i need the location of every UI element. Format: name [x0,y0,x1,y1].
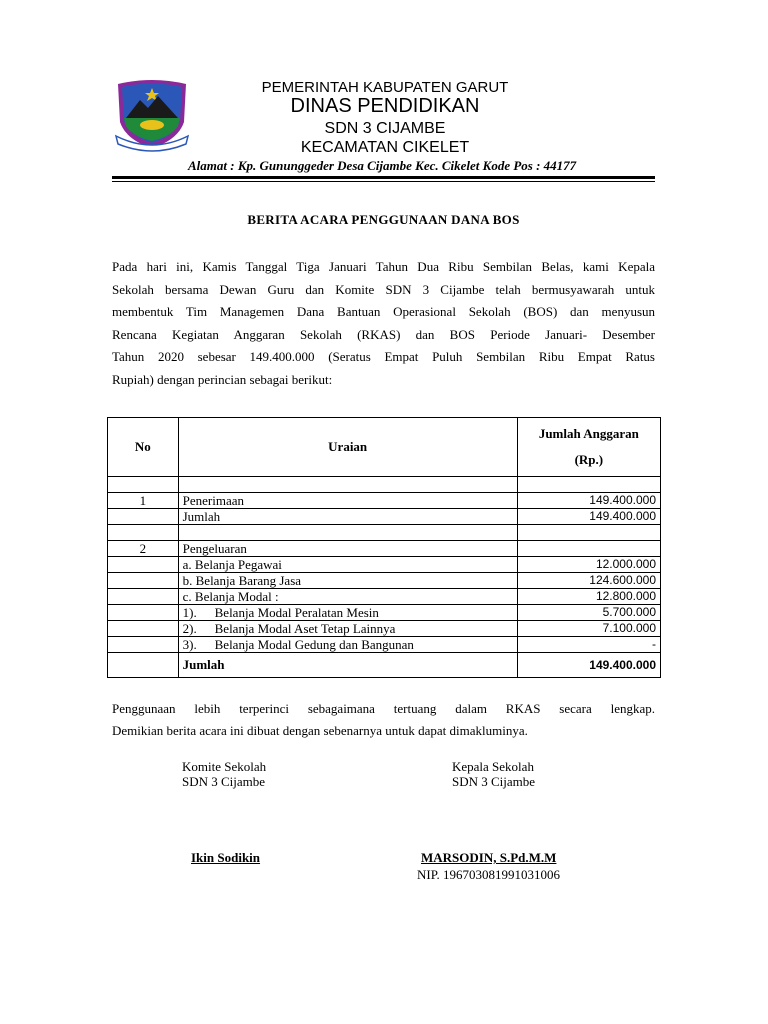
row-amount: 7.100.000 [517,621,660,637]
table-row [108,621,661,637]
header-uraian: Uraian [178,418,517,477]
budget-table [107,417,661,678]
header-amount [517,418,660,477]
intro-line: Rencana Kegiatan Anggaran Sekolah (RKAS) dan BOS Periode Januari- Desember [112,326,655,342]
header-no: No [108,418,179,477]
intro-line: membentuk Tim Managemen Dana Bantuan Operasional Sekolah (BOS) dan menyusun [112,304,655,319]
header-amount-label: Jumlah Anggaran [538,426,639,441]
row-amount: 149.400.000 [517,509,660,525]
row-index: 3). [182,637,197,652]
garut-regency-emblem-icon [112,74,192,154]
signer-right-role: Kepala Sekolah [452,759,534,774]
total-row [108,653,661,678]
closing-line: Demikian berita acara ini dibuat dengan sebenarnya untuk dapat dimakluminya. [112,723,528,738]
letterhead-department: DINAS PENDIDIKAN [290,95,480,117]
signer-left-name: Ikin Sodikin [191,850,261,865]
table-row [108,541,661,557]
spacer-row [108,477,661,493]
row-no [108,621,179,637]
letterhead-district: KECAMATAN CIKELET [300,139,470,156]
row-label [178,621,517,637]
total-amount: 149.400.000 [517,653,660,678]
total-label: Jumlah [178,653,517,678]
header-amount-unit: (Rp.) [574,452,604,467]
spacer-row [108,525,661,541]
row-amount: 5.700.000 [517,605,660,621]
row-label: Jumlah [178,509,517,525]
row-no [108,605,179,621]
table-row [108,589,661,605]
row-no [108,573,179,589]
letterhead-government: PEMERINTAH KABUPATEN GARUT [261,79,509,96]
signer-left-role: Komite Sekolah [182,759,267,774]
row-label: Pengeluaran [178,541,517,557]
row-amount [517,541,660,557]
table-row [108,509,661,525]
table-row [108,637,661,653]
table-row [108,573,661,589]
row-label: b. Belanja Barang Jasa [178,573,517,589]
table-header-row [108,418,661,477]
row-index: 2). [182,621,197,636]
row-label [178,637,517,653]
row-amount: 149.400.000 [517,493,660,509]
row-no [108,589,179,605]
row-label: a. Belanja Pegawai [178,557,517,573]
row-label: c. Belanja Modal : [178,589,517,605]
row-label: Penerimaan [178,493,517,509]
intro-line: Pada hari ini, Kamis Tanggal Tiga Januari Tahun Dua Ribu Sembilan Belas, kami Kepala [112,259,655,274]
intro-line: Rupiah) dengan perincian sebagai berikut: [112,371,333,387]
row-amount: 124.600.000 [517,573,660,589]
intro-line: Tahun 2020 sebesar 149.400.000 (Seratus Empat Puluh Sembilan Ribu Empat Ratus [112,349,655,364]
intro-paragraph [112,256,655,391]
row-amount: - [517,637,660,653]
closing-line: Penggunaan lebih terperinci sebagaimana tertuang dalam RKAS secara lengkap. [112,701,655,716]
table-row [108,605,661,621]
row-index: 1). [182,605,197,620]
row-label-text: Belanja Modal Peralatan Mesin [214,605,379,620]
row-no [108,637,179,653]
row-no [108,557,179,573]
row-no: 2 [108,541,179,557]
signer-right-name: MARSODIN, S.Pd.M.M [421,850,557,865]
letterhead-address: Alamat : Kp. Gunungged​er Desa Cijambe Kec. Cikelet Kode Pos : 44177 [188,158,577,173]
table-row [108,557,661,573]
row-no: 1 [108,493,179,509]
signer-right-school: SDN 3 Cijambe [452,774,536,789]
signer-right-nip: NIP. 196703081991031006 [417,867,561,882]
letterhead-thin-rule [112,181,655,182]
row-label-text: Belanja Modal Gedung dan Bangunan [214,637,414,652]
letterhead-thick-rule [112,176,655,179]
total-no [108,653,179,678]
row-label [178,605,517,621]
table-row [108,493,661,509]
row-no [108,509,179,525]
letterhead-school: SDN 3 CIJAMBE [324,120,446,137]
row-amount: 12.000.000 [517,557,660,573]
row-amount: 12.800.000 [517,589,660,605]
signer-left-school: SDN 3 Cijambe [182,774,266,789]
closing-paragraph [112,698,655,742]
intro-line: Sekolah bersama Dewan Guru dan Komite SDN 3 Cijambe telah bermusyawarah untuk [112,281,655,297]
document-title: BERITA ACARA PENGGUNAAN DANA BOS [247,212,520,227]
row-label-text: Belanja Modal Aset Tetap Lainnya [214,621,396,636]
